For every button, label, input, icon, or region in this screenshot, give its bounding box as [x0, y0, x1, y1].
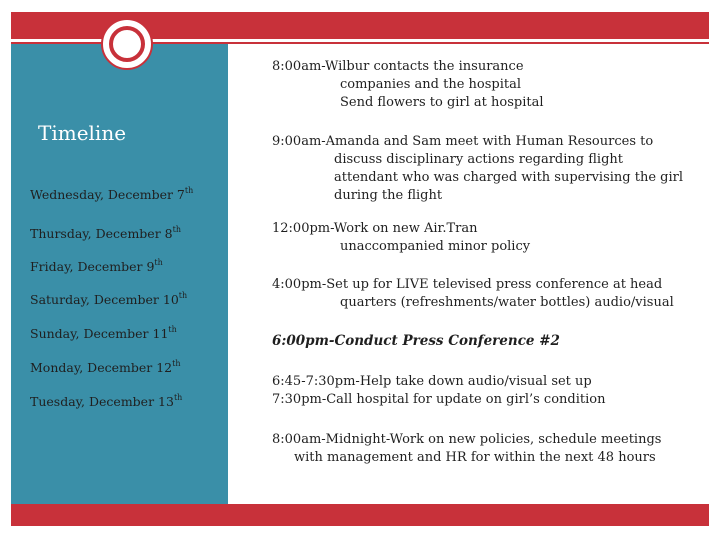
- day-sunday: Sunday, December 11th: [30, 325, 177, 341]
- footer-band: [11, 504, 709, 526]
- entry-line: 6:45-7:30pm-Help take down audio/visual set up: [272, 374, 592, 389]
- entry-wednesday: [272, 58, 544, 112]
- entry-line: with management and HR for within the next 48 hours: [294, 450, 656, 465]
- day-saturday: Saturday, December 10th: [30, 291, 188, 307]
- entry-line: during the flight: [334, 188, 443, 203]
- entry-line: 12:00pm-Work on new Air.Tran: [272, 221, 478, 236]
- entry-line: 7:30pm-Call hospital for update on girl’s condition: [272, 392, 606, 407]
- entry-line: companies and the hospital: [340, 77, 522, 92]
- slide-title: Timeline: [38, 121, 127, 145]
- entry-monday: [272, 373, 605, 409]
- entry-line: 8:00am-Wilbur contacts the insurance: [272, 59, 524, 74]
- entry-line: 8:00am-Midnight-Work on new policies, schedule meetings: [272, 432, 662, 447]
- sidebar-panel: [11, 44, 228, 504]
- entry-line: attendant who was charged with supervising the girl: [334, 170, 684, 185]
- entry-line: 4:00pm-Set up for LIVE televised press conference at head: [272, 277, 663, 292]
- entry-line: 9:00am-Amanda and Sam meet with Human Resources to: [272, 134, 654, 149]
- entry-sunday: [272, 332, 560, 350]
- entry-tuesday: [272, 431, 661, 467]
- day-wednesday: Wednesday, December 7th: [30, 186, 194, 202]
- entry-line: Send flowers to girl at hospital: [340, 95, 544, 110]
- circle-ornament-inner: [109, 26, 145, 62]
- entry-line: quarters (refreshments/water bottles) audio/visual: [340, 295, 674, 310]
- entry-saturday: [272, 276, 674, 312]
- day-tuesday: Tuesday, December 13th: [30, 393, 183, 409]
- entry-line: discuss disciplinary actions regarding flight: [334, 152, 623, 167]
- entry-friday: [272, 220, 530, 256]
- entry-line: 6:00pm-Conduct Press Conference #2: [272, 333, 560, 349]
- entry-line: unaccompanied minor policy: [340, 239, 531, 254]
- day-thursday: Thursday, December 8th: [30, 225, 181, 241]
- day-monday: Monday, December 12th: [30, 359, 181, 375]
- day-friday: Friday, December 9th: [30, 258, 163, 274]
- entry-thursday: [272, 133, 683, 205]
